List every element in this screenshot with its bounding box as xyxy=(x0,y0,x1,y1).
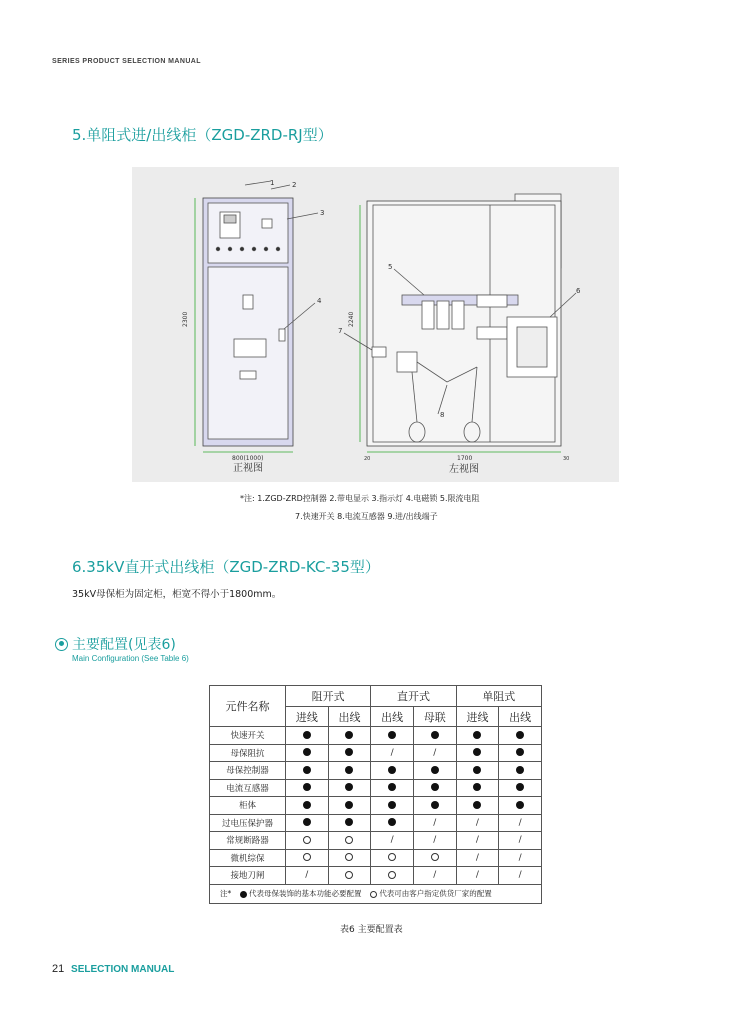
table-row xyxy=(210,849,542,867)
component-name-cell: 接地刀闸 xyxy=(210,867,286,885)
filled-dot-icon xyxy=(345,783,353,791)
config-cell xyxy=(499,832,542,850)
slash-mark: / xyxy=(433,870,437,881)
config-title: 主要配置(见表6) xyxy=(72,637,176,653)
config-cell xyxy=(413,867,456,885)
open-circle-icon xyxy=(303,836,311,844)
config-table xyxy=(209,685,542,904)
figure-note-line-1: *注: 1.ZGD-ZRD控制器 2.带电显示 3.指示灯 4.电磁锁 5.限流电阻 xyxy=(240,494,480,503)
config-cell xyxy=(328,814,371,832)
slash-mark: / xyxy=(518,835,522,846)
filled-dot-icon xyxy=(473,766,481,774)
group-header: 直开式 xyxy=(371,686,456,707)
group-header: 阻开式 xyxy=(286,686,371,707)
filled-dot-icon xyxy=(516,766,524,774)
config-cell xyxy=(286,744,329,762)
slash-mark: / xyxy=(475,835,479,846)
slash-mark: / xyxy=(305,870,309,881)
slash-mark: / xyxy=(475,817,479,828)
filled-dot-icon xyxy=(388,801,396,809)
component-name-cell: 过电压保护器 xyxy=(210,814,286,832)
live-display xyxy=(262,219,272,228)
filled-dot-icon xyxy=(431,766,439,774)
component-name-cell: 快速开关 xyxy=(210,727,286,745)
callout-2: 2 xyxy=(292,181,297,189)
filled-dot-icon xyxy=(516,801,524,809)
resistor-3 xyxy=(452,301,464,329)
open-circle-icon xyxy=(388,853,396,861)
table-row xyxy=(210,762,542,780)
config-cell xyxy=(286,727,329,745)
config-cell xyxy=(499,727,542,745)
config-cell xyxy=(413,727,456,745)
config-heading xyxy=(55,634,176,654)
config-cell xyxy=(456,867,499,885)
slash-mark: / xyxy=(390,835,394,846)
open-circle-icon xyxy=(388,871,396,879)
front-handle xyxy=(243,295,253,309)
table-caption: 表6 主要配置表 xyxy=(340,925,403,935)
config-cell xyxy=(499,779,542,797)
config-cell xyxy=(413,832,456,850)
component-name-cell: 柜体 xyxy=(210,797,286,815)
filled-dot-icon xyxy=(303,783,311,791)
callout-7: 7 xyxy=(338,327,343,335)
filled-dot-icon xyxy=(303,818,311,826)
open-circle-icon xyxy=(431,853,439,861)
sub-header: 出线 xyxy=(371,707,414,727)
config-cell xyxy=(371,744,414,762)
callout-4: 4 xyxy=(317,297,322,305)
filled-dot-icon xyxy=(388,731,396,739)
table-row xyxy=(210,832,542,850)
legend-dot-text: 代表母保装饰的基本功能必要配置 xyxy=(249,889,362,898)
config-cell xyxy=(328,797,371,815)
electromagnetic-lock xyxy=(279,329,285,341)
config-cell xyxy=(328,849,371,867)
target-icon xyxy=(55,638,68,651)
filled-dot-icon xyxy=(516,783,524,791)
config-cell xyxy=(371,727,414,745)
front-view xyxy=(195,181,318,452)
section-6-description: 35kV母保柜为固定柜，柜宽不得小于1800mm。 xyxy=(72,589,282,600)
section-5-title: 5.单阻式进/出线柜（ZGD-ZRD-RJ型） xyxy=(72,126,333,144)
slash-mark: / xyxy=(518,817,522,828)
config-cell xyxy=(499,762,542,780)
filled-dot-icon xyxy=(388,766,396,774)
component-name-cell: 常规断路器 xyxy=(210,832,286,850)
filled-dot-icon xyxy=(473,783,481,791)
controller-screen xyxy=(224,215,236,223)
slash-mark: / xyxy=(475,870,479,881)
config-cell xyxy=(328,762,371,780)
config-cell xyxy=(413,744,456,762)
table-corner-header: 元件名称 xyxy=(210,686,286,727)
config-cell xyxy=(328,779,371,797)
config-cell xyxy=(328,727,371,745)
config-cell xyxy=(286,849,329,867)
side-height-label: 2240 xyxy=(348,311,355,327)
open-circle-icon xyxy=(370,891,377,898)
front-label xyxy=(240,371,256,379)
component-name-cell: 母保控制器 xyxy=(210,762,286,780)
filled-dot-icon xyxy=(345,766,353,774)
footer-title: SELECTION MANUAL xyxy=(71,964,175,975)
slash-mark: / xyxy=(518,852,522,863)
callout-3: 3 xyxy=(320,209,325,217)
front-view-caption: 正视图 xyxy=(233,463,263,474)
figure-note-line-2: 7.快速开关 8.电流互感器 9.进/出线端子 xyxy=(295,512,438,521)
filled-dot-icon xyxy=(431,783,439,791)
filled-dot-icon xyxy=(345,801,353,809)
slash-mark: / xyxy=(518,870,522,881)
callout-1: 1 xyxy=(270,179,275,187)
open-circle-icon xyxy=(345,871,353,879)
config-cell xyxy=(499,797,542,815)
config-cell xyxy=(456,814,499,832)
config-cell xyxy=(499,849,542,867)
filled-dot-icon xyxy=(473,748,481,756)
config-cell xyxy=(371,867,414,885)
config-cell xyxy=(371,849,414,867)
config-cell xyxy=(456,832,499,850)
config-cell xyxy=(328,744,371,762)
sub-header: 出线 xyxy=(499,707,542,727)
open-circle-icon xyxy=(345,836,353,844)
config-cell xyxy=(286,867,329,885)
config-cell xyxy=(286,779,329,797)
group-header: 单阻式 xyxy=(456,686,541,707)
config-cell xyxy=(413,797,456,815)
table-row xyxy=(210,797,542,815)
table-row xyxy=(210,867,542,885)
side-view-caption: 左视图 xyxy=(449,464,479,475)
sub-header: 母联 xyxy=(413,707,456,727)
page-number: 21 xyxy=(52,963,65,975)
filled-dot-icon xyxy=(388,818,396,826)
cabinet-drawing-svg xyxy=(132,167,619,482)
resistor-1 xyxy=(422,301,434,329)
table-legend xyxy=(210,884,542,903)
filled-dot-icon xyxy=(388,783,396,791)
table-row xyxy=(210,744,542,762)
legend-circle-text: 代表可由客户指定供货厂家的配置 xyxy=(379,889,492,898)
callout-5: 5 xyxy=(388,263,393,271)
filled-dot-icon xyxy=(516,731,524,739)
filled-dot-icon xyxy=(303,748,311,756)
filled-dot-icon xyxy=(431,801,439,809)
legend-prefix: 注* xyxy=(220,889,232,898)
config-cell xyxy=(456,797,499,815)
config-cell xyxy=(413,779,456,797)
filled-dot-icon xyxy=(473,731,481,739)
slash-mark: / xyxy=(433,835,437,846)
config-cell xyxy=(456,744,499,762)
slash-mark: / xyxy=(475,852,479,863)
sub-header: 出线 xyxy=(328,707,371,727)
filled-dot-icon xyxy=(431,731,439,739)
side-view xyxy=(344,194,576,452)
config-cell xyxy=(328,867,371,885)
config-cell xyxy=(456,849,499,867)
filled-dot-icon xyxy=(516,748,524,756)
component-name-cell: 微机综保 xyxy=(210,849,286,867)
config-cell xyxy=(413,814,456,832)
open-circle-icon xyxy=(345,853,353,861)
front-window xyxy=(234,339,266,357)
config-cell xyxy=(456,779,499,797)
filled-dot-icon xyxy=(473,801,481,809)
callout-6: 6 xyxy=(576,287,581,295)
side-right-gap: 30 xyxy=(563,456,570,462)
table-row xyxy=(210,727,542,745)
config-cell xyxy=(371,779,414,797)
table-row xyxy=(210,779,542,797)
side-width-label: 1700 xyxy=(457,455,473,462)
resistor-2 xyxy=(437,301,449,329)
filled-dot-icon xyxy=(345,818,353,826)
footer xyxy=(52,963,174,975)
current-transformer xyxy=(397,352,417,372)
filled-dot-icon xyxy=(303,766,311,774)
filled-dot-icon xyxy=(303,731,311,739)
front-width-label: 800(1000) xyxy=(232,455,264,462)
open-circle-icon xyxy=(303,853,311,861)
config-subtitle: Main Configuration (See Table 6) xyxy=(72,654,189,663)
config-cell xyxy=(371,814,414,832)
filled-dot-icon xyxy=(345,731,353,739)
config-cell xyxy=(456,762,499,780)
slash-mark: / xyxy=(433,747,437,758)
cabinet-drawing xyxy=(132,167,619,482)
sub-header: 进线 xyxy=(286,707,329,727)
sub-header: 进线 xyxy=(456,707,499,727)
config-cell xyxy=(413,762,456,780)
section-6-title: 6.35kV直开式出线柜（ZGD-ZRD-KC-35型） xyxy=(72,558,380,576)
front-height-label: 2300 xyxy=(182,311,189,327)
component-name-cell: 母保阻抗 xyxy=(210,744,286,762)
config-cell xyxy=(286,832,329,850)
config-cell xyxy=(371,797,414,815)
component-name-cell: 电流互感器 xyxy=(210,779,286,797)
slash-mark: / xyxy=(390,747,394,758)
config-cell xyxy=(371,832,414,850)
config-cell xyxy=(286,762,329,780)
filled-dot-icon xyxy=(345,748,353,756)
config-cell xyxy=(286,814,329,832)
config-cell xyxy=(499,744,542,762)
config-cell xyxy=(413,849,456,867)
running-head: SERIES PRODUCT SELECTION MANUAL xyxy=(52,58,201,65)
config-cell xyxy=(328,832,371,850)
filled-dot-icon xyxy=(303,801,311,809)
fast-switch xyxy=(372,347,386,357)
side-left-gap: 20 xyxy=(364,456,371,462)
slash-mark: / xyxy=(433,817,437,828)
callout-8: 8 xyxy=(440,411,445,419)
config-cell xyxy=(499,814,542,832)
config-cell xyxy=(456,727,499,745)
table-row xyxy=(210,814,542,832)
filled-dot-icon xyxy=(240,891,247,898)
config-cell xyxy=(286,797,329,815)
config-cell xyxy=(499,867,542,885)
config-cell xyxy=(371,762,414,780)
